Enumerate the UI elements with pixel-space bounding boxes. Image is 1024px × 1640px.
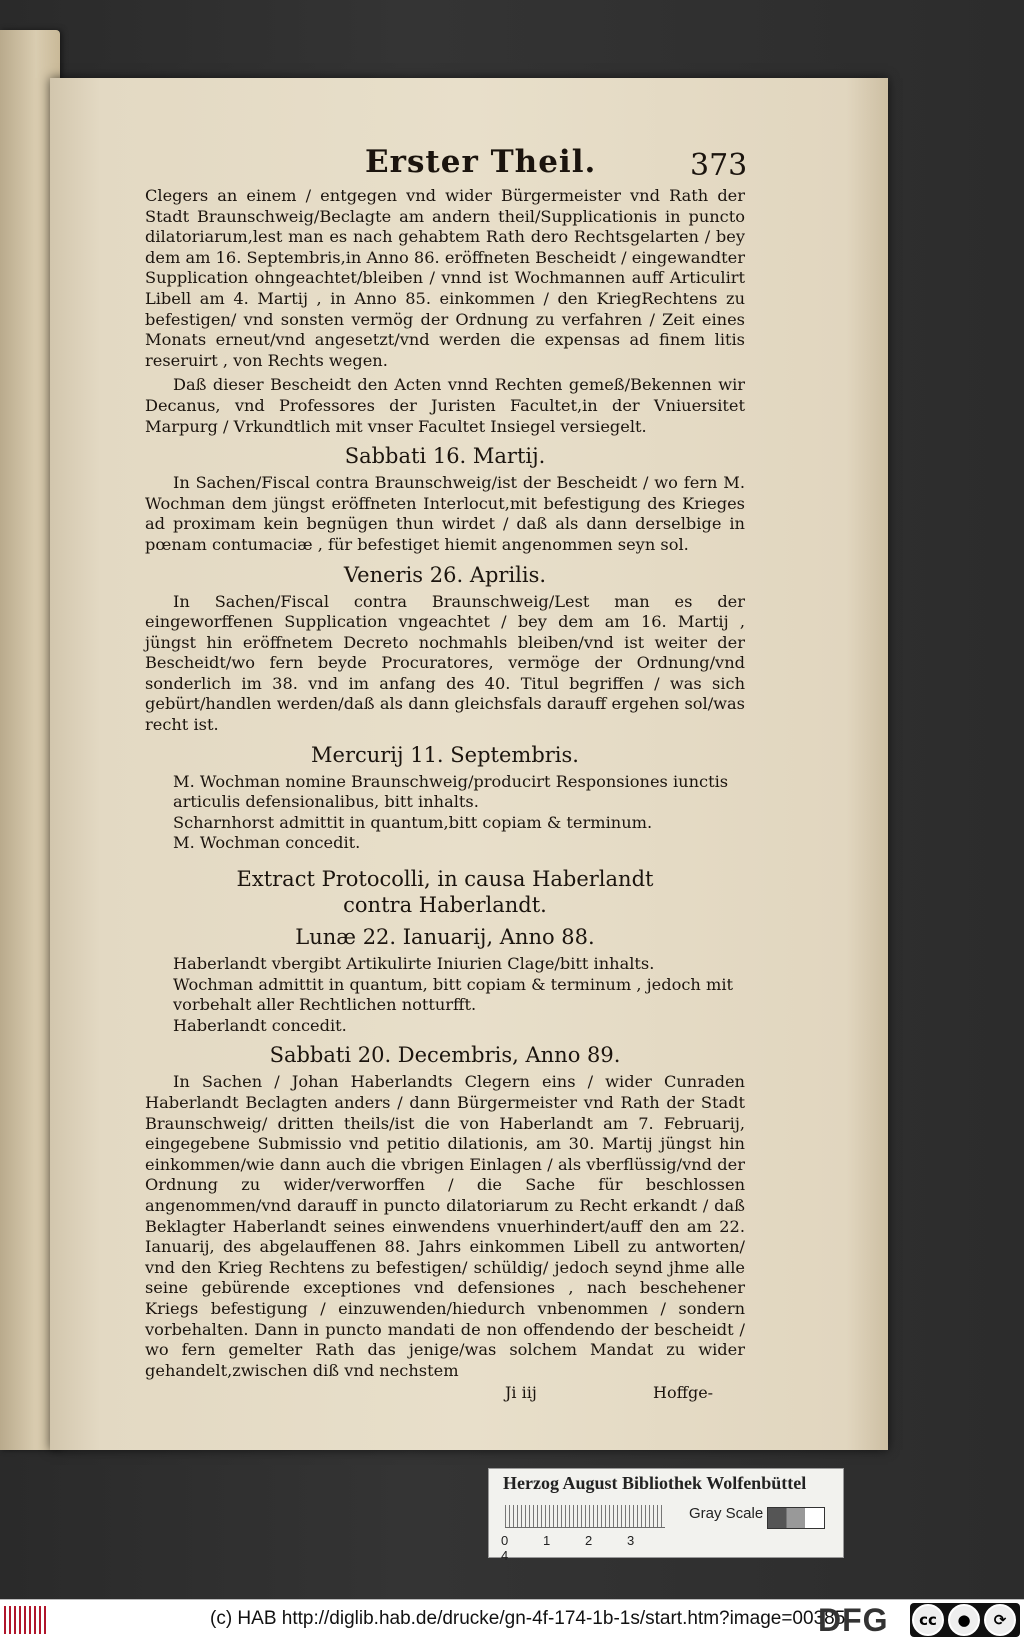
page-number: 373 — [690, 148, 748, 183]
section-heading: Sabbati 16. Martij. — [344, 444, 546, 469]
section-heading: Sabbati 20. Decembris, Anno 89. — [269, 1043, 621, 1068]
scale-number: 4 — [501, 1548, 509, 1563]
gray-scale-label: Gray Scale — [689, 1505, 764, 1522]
copyright-link[interactable]: (c) HAB http://diglib.hab.de/drucke/gn-4f-174-1b-1s/start.htm?image=00385 — [210, 1608, 846, 1629]
hab-logo-icon[interactable] — [4, 1606, 46, 1634]
running-title: Erster Theil. — [365, 144, 597, 180]
library-name: Herzog August Bibliothek Wolfenbüttel — [503, 1473, 807, 1493]
paragraph: Daß dieser Bescheidt den Acten vnnd Rechten gemeß/Bekennen wir Decanus, vnd Professores der Juristen Facultet,in der Vniuersitet Marpurg / Vrkundtlich mit vnser Facultet Insiegel versiegelt. — [145, 375, 745, 436]
scale-number: 3 — [627, 1533, 635, 1548]
extract-heading: Extract Protocolli, in causa Haberlandt contra Haberlandt. — [236, 867, 654, 918]
protocol-line: Scharnhorst admittit in quantum,bitt copiam & terminum. — [173, 812, 653, 832]
library-color-strip — [488, 1468, 844, 1563]
scale-number: 1 — [543, 1533, 551, 1548]
dfg-logo[interactable]: DFG — [818, 1602, 889, 1638]
protocol-line: Haberlandt vbergibt Artikulirte Iniurien Clage/bitt inhalts. — [173, 954, 655, 974]
section-heading: Lunæ 22. Ianuarij, Anno 88. — [295, 925, 595, 950]
section-text: In Sachen/Fiscal contra Braunschweig/ist der Bescheidt / wo fern M. Wochman dem jüngst eröffneten Interlocut,mit befestigung des Krieges ad proximam kein begnügen thun wirdet / daß als dann derselbige in pœnam contumaciæ , für befestiget hiemit angenommen seyn sol. — [145, 473, 745, 554]
footer-bar — [0, 1599, 1024, 1640]
scale-numbers — [501, 1533, 681, 1563]
paragraph: Clegers an einem / entgegen vnd wider Bürgermeister vnd Rath der Stadt Braunschweig/Beclagte am andern theil/Supplicationis in puncto dilatoriarum,lest man es nach gehabtem Rath dero Rechtsgelarten / bey dem am 16. Septembris,in Anno 86. eröffneten Bescheidt / eingewandter Supplication ohngeachtet/bleiben / vnnd ist Wochmannen auff Articulirt Libell am 4. Martij , in Anno 85. einkommen / den KriegRechtens zu befestigen/ vnd sonsten vermög der Ordnung zu verfahren / Zeit eines Monats erneut/vnd angesetzt/vnd werden die expensas ad finem litis reseruirt , von Rechts wegen. — [145, 186, 745, 370]
protocol-line: M. Wochman concedit. — [173, 833, 361, 853]
catchword: Hoffge- — [653, 1383, 714, 1403]
signature-mark: Ji iij — [505, 1383, 537, 1403]
cc-license-badge[interactable] — [910, 1603, 1020, 1637]
section-heading: Mercurij 11. Septembris. — [311, 742, 579, 767]
sa-icon: ⟳ — [984, 1604, 1016, 1636]
gray-scale-swatch — [767, 1507, 825, 1529]
book-page — [50, 78, 888, 1450]
text-block — [145, 138, 748, 1405]
section-text: In Sachen / Johan Haberlandts Clegern eins / wider Cunraden Haberlandt Beclagten anders / dann Bürgermeister vnd Rath der Stadt Braunschweig/ dritten theils/ist die von Haberlandt am 7. Februarij, eingegebene Submissio vnd petitio dilationis, am 30. Martij jüngst hin einkommen/wie dann auch die vbrigen Einlagen / als vberflüssig/vnd der Ordnung zu wider/verworffen / die Sache für beschlossen angenommen/vnd darauff in puncto dilatoriarum zu Recht erkandt / daß Beklagter Haberlandt seines einwendens vnuerhindert/auff den am 22. Ianuarij, des abgelauffenen 88. Jahrs einkommen Libell zu antworten/ vnd den Krieg Rechtens zu befestigen/ schüldig/ jedoch seynd jhme alle seine gebürende exceptiones vnd defensiones , nach beschehener Kriegs befestigung / einzuwenden/hiedurch vnbenommen / sondern vorbehalten. Dann in puncto mandati de non offendendo der bescheidt / wo fern gemelter Rath das jenige/was solchem Mandat zu wider gehandelt,zwischen diß vnd nechstem — [145, 1072, 745, 1380]
scale-ruler — [505, 1505, 665, 1528]
protocol-line: M. Wochman nomine Braunschweig/producirt Responsiones iunctis articulis defensionalibus, bitt inhalts. — [173, 771, 729, 812]
by-icon: ● — [948, 1604, 980, 1636]
running-head — [145, 138, 748, 186]
protocol-line: Wochman admittit in quantum, bitt copiam & terminum , jedoch mit vorbehalt aller Rechtlichen notturfft. — [173, 974, 734, 1015]
protocol-line: Haberlandt concedit. — [173, 1015, 347, 1035]
page-footer-line — [145, 1383, 745, 1405]
scale-number: 0 — [501, 1533, 509, 1548]
cc-icon: cc — [912, 1604, 944, 1636]
scale-number: 2 — [585, 1533, 593, 1548]
section-heading: Veneris 26. Aprilis. — [343, 562, 547, 587]
section-text: In Sachen/Fiscal contra Braunschweig/Lest man es der eingeworffenen Supplication vngeachtet / bey dem am 16. Martij , jüngst hin eröffnetem Decreto nochmahls bleiben/vnd ist weiter der Bescheidt/wo fern beyde Procuratores, vermöge der Ordnung/vnd sonderlich im 38. vnd im anfang des 40. Titul begriffen / was sich gebürt/handlen werden/daß als dann gleichsfals darauff ergehen sol/was recht ist. — [145, 591, 745, 735]
